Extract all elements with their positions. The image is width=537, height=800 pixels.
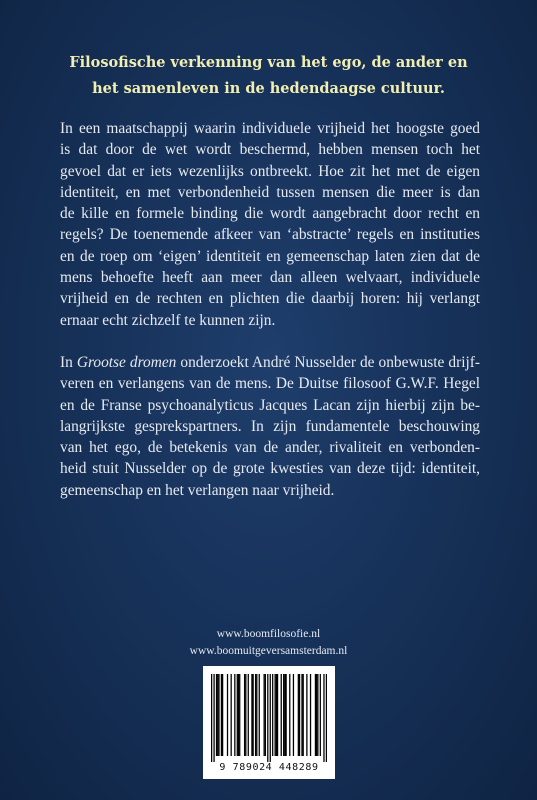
isbn-digits: 9 789024 448289: [219, 762, 319, 773]
barcode-bar: [264, 674, 265, 756]
barcode-bars: [211, 674, 327, 762]
barcode-bar: [245, 674, 246, 756]
barcode-bar: [272, 674, 273, 756]
barcode-bar: [255, 674, 256, 756]
barcode-bar: [221, 674, 222, 756]
paragraph-line: regels? De toenemende afkeer van ‘abstracte’ regels en instituties: [60, 226, 480, 244]
paragraph-line: [60, 352, 480, 373]
back-cover-tagline: [40, 50, 497, 102]
barcode-bar: [310, 674, 311, 756]
barcode-bar: [253, 674, 254, 756]
barcode-bar: [276, 674, 277, 756]
barcode-bar: [237, 674, 238, 756]
paragraph-line: In een maatschappij waarin individuele vrijheid het hoogste goed: [60, 120, 480, 137]
paragraph-line: van het ego, de betekenis van de ander, rivaliteit en verbonden-: [60, 439, 480, 457]
paragraph-line: ernaar echt zichzelf te kunnen zijn.: [60, 311, 276, 329]
barcode-bar: [239, 674, 240, 756]
barcode-bar: [299, 674, 300, 756]
publisher-urls: [160, 626, 377, 660]
barcode-bar: [301, 674, 302, 756]
paragraph-line: gevoel dat er iets wezenlijks ontbreekt. Hoe zit het met de eigen: [60, 162, 480, 180]
barcode-bar: [306, 674, 307, 756]
barcode-bar: [323, 674, 324, 762]
barcode-bar: [234, 674, 235, 756]
barcode-bar: [213, 674, 214, 762]
paragraph-line: heid stuit Nusselder op de grote kwesties van deze tijd: identiteit,: [60, 460, 480, 478]
blurb-paragraph-2: [60, 352, 480, 501]
barcode-bar: [285, 674, 286, 756]
paragraph-line: identiteit, en met verbondenheid tussen mensen die meer is dan: [60, 183, 480, 201]
paragraph-text: onderzoekt André Nusselder de onbewuste drijf-: [176, 354, 481, 371]
barcode-bar: [256, 674, 257, 756]
paragraph-line: veren en verlangens van de mens. De Duitse filosoof G.W.F. Hegel: [60, 375, 480, 393]
barcode-bar: [281, 674, 282, 756]
barcode-bar: [217, 674, 218, 756]
barcode-bar: [315, 674, 316, 756]
barcode-bar: [218, 674, 219, 756]
barcode-bar: [216, 674, 217, 756]
barcode-bar: [211, 674, 212, 762]
barcode-bar: [259, 674, 260, 756]
tagline-line: Filosofische verkenning van het ego, de ander en: [69, 54, 468, 71]
barcode-bar: [265, 674, 266, 756]
paragraph-line: en de Franse psychoanalyticus Jacques Lacan zijn hierbij zijn be-: [60, 396, 480, 414]
publisher-url-2: www.boomuitgeversamsterdam.nl: [189, 645, 348, 657]
barcode-bar: [238, 674, 239, 756]
barcode-bar: [303, 674, 304, 756]
barcode-bar: [283, 674, 284, 756]
barcode-bar: [274, 674, 275, 756]
paragraph-line: mens behoefte heeft aan meer dan alleen welvaart, individuele: [60, 269, 480, 287]
barcode-bar: [227, 674, 228, 756]
paragraph-line: de kille en formele binding die wordt aangebracht door recht en: [60, 205, 480, 223]
barcode-bar: [317, 674, 318, 756]
barcode-bar: [270, 674, 271, 762]
paragraph-text: In: [60, 354, 77, 371]
barcode-bar: [320, 674, 321, 756]
barcode-bar: [277, 674, 278, 756]
barcode-bar: [289, 674, 290, 756]
paragraph-line: vrijheid en de rechten en plichten die daarbij horen: hij verlangt: [60, 290, 480, 308]
barcode-bar: [326, 674, 327, 762]
paragraph-line: is dat door de wet wordt beschermd, hebben mensen toch het: [60, 141, 480, 159]
barcode-bar: [231, 674, 232, 756]
blurb-paragraph-1: [60, 118, 480, 331]
isbn-barcode: [203, 666, 335, 779]
paragraph-line: en de roep om ‘eigen’ identiteit en gemeenschap laten zien dat de: [60, 247, 480, 265]
publisher-url-1: www.boomfilosofie.nl: [216, 628, 321, 640]
barcode-bar: [248, 674, 249, 756]
barcode-bar: [293, 674, 294, 756]
barcode-bar: [267, 674, 268, 762]
barcode-bar: [316, 674, 317, 756]
paragraph-line: langrijkste gesprekspartners. In zijn fundamentele beschouwing: [60, 417, 480, 435]
barcode-bar: [251, 674, 252, 756]
paragraph-line: gemeenschap en het verlangen naar vrijheid.: [60, 481, 335, 499]
barcode-bar: [244, 674, 245, 756]
barcode-bar: [298, 674, 299, 756]
tagline-line: het samenleven in de hedendaagse cultuur.: [92, 80, 445, 97]
barcode-bar: [222, 674, 223, 756]
book-title: Grootse dromen: [76, 354, 177, 371]
barcode-bar: [284, 674, 285, 756]
